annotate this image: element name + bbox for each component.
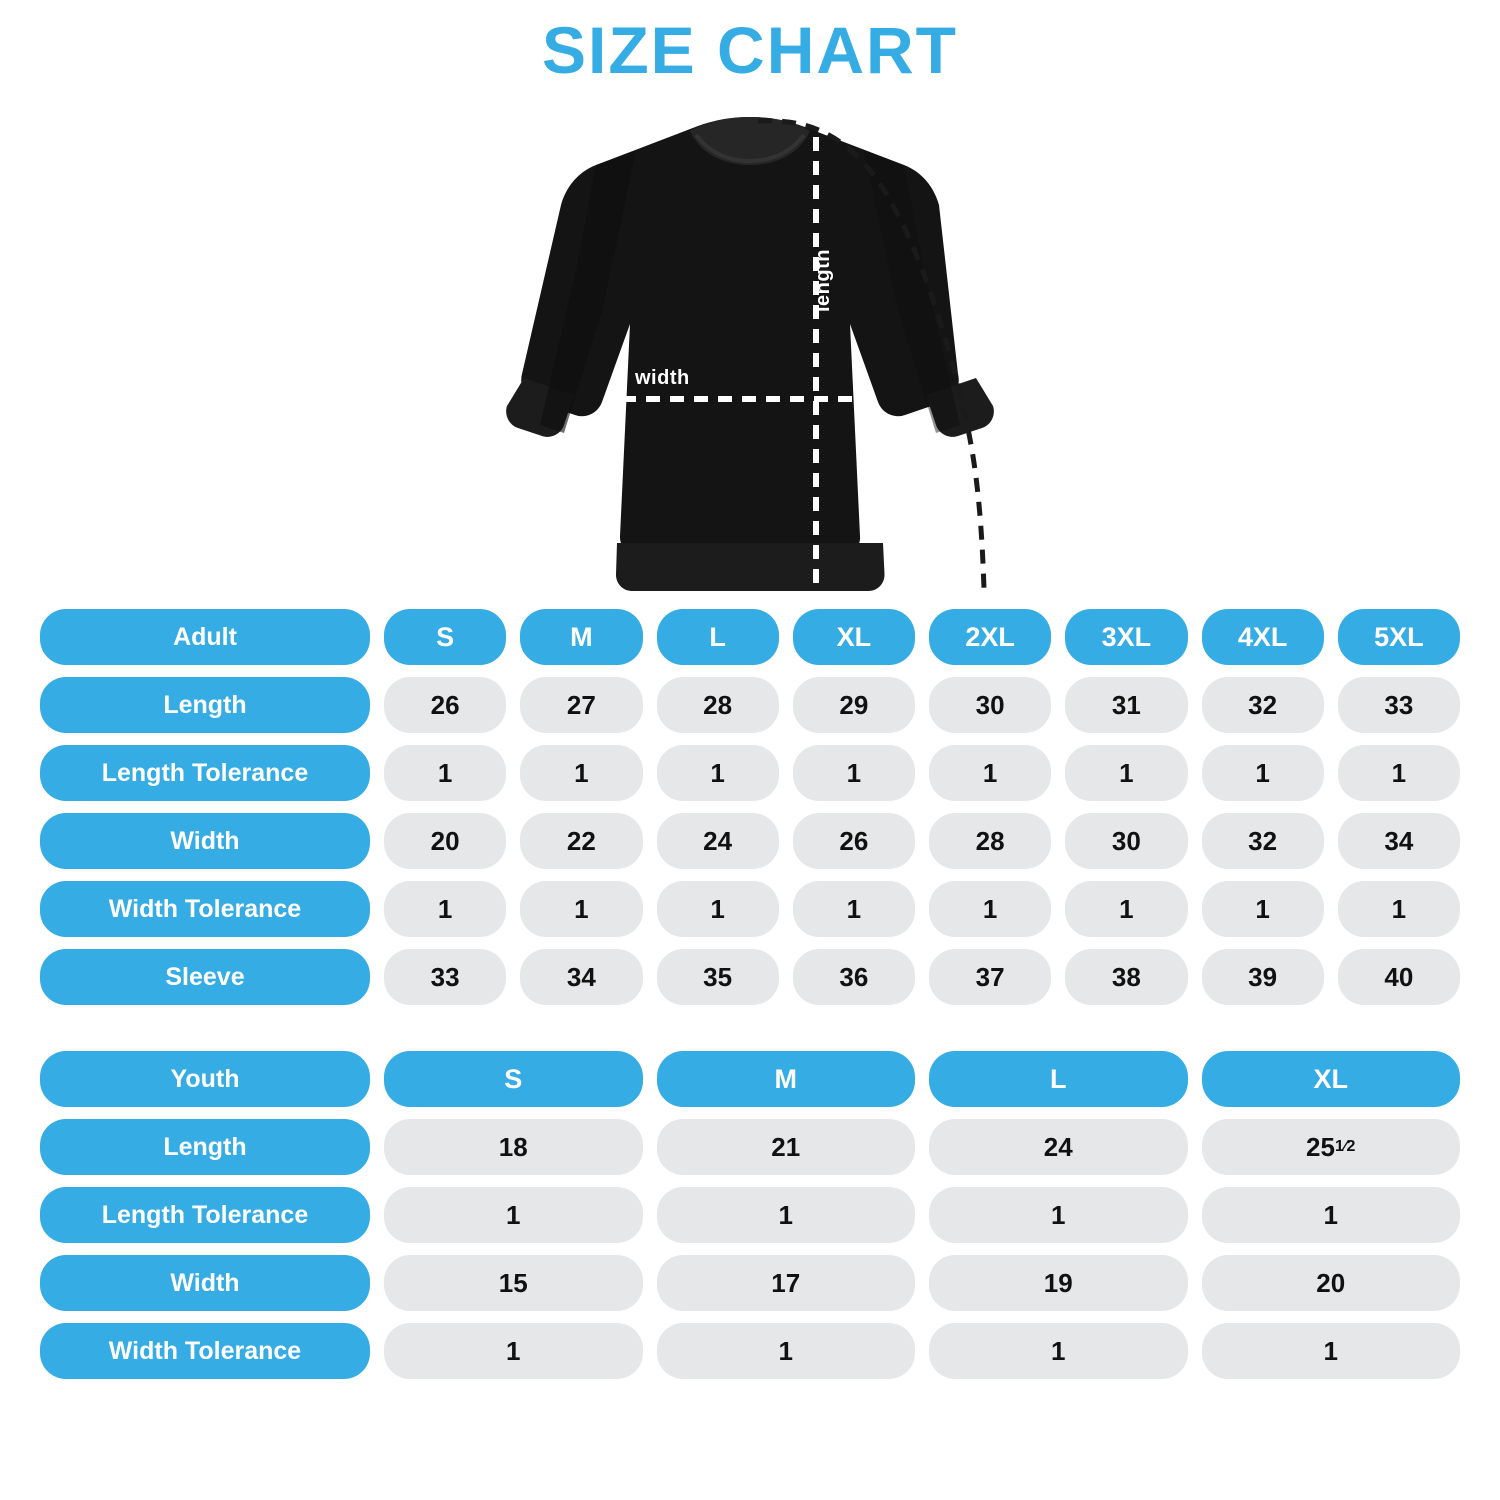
row-label: Sleeve	[40, 949, 370, 1005]
table-cell: 26	[793, 813, 915, 869]
table-cell: 34	[520, 949, 642, 1005]
row-label: Width	[40, 813, 370, 869]
table-cell: 1	[929, 1323, 1188, 1379]
table-cell: 27	[520, 677, 642, 733]
table-cell: 24	[929, 1119, 1188, 1175]
table-cell: 30	[929, 677, 1051, 733]
table-cell: 1	[929, 745, 1051, 801]
table-cell: 1	[1202, 1323, 1461, 1379]
table-cell: 1	[384, 1187, 643, 1243]
table-cell: 37	[929, 949, 1051, 1005]
table-cell: 20	[1202, 1255, 1461, 1311]
sweatshirt-icon	[500, 99, 1000, 599]
row-label: Length	[40, 677, 370, 733]
table-cell: 1	[793, 745, 915, 801]
label-length: length	[812, 249, 834, 313]
column-header: M	[520, 609, 642, 665]
table-cell: 32	[1202, 677, 1324, 733]
table-cell: 25 1⁄2	[1202, 1119, 1461, 1175]
column-header: S	[384, 609, 506, 665]
row-label: Width Tolerance	[40, 881, 370, 937]
table-cell: 1	[384, 881, 506, 937]
table-cell: 1	[1202, 745, 1324, 801]
table-cell: 38	[1065, 949, 1187, 1005]
table-cell: 1	[1065, 745, 1187, 801]
table-row	[40, 813, 1460, 869]
table-row	[40, 1119, 1460, 1175]
table-cell: 19	[929, 1255, 1188, 1311]
table-header-row	[40, 1051, 1460, 1107]
label-width: width	[635, 367, 690, 390]
row-label: Length Tolerance	[40, 1187, 370, 1243]
table-cell: 33	[384, 949, 506, 1005]
table-cell: 24	[657, 813, 779, 869]
column-header: XL	[793, 609, 915, 665]
table-row	[40, 745, 1460, 801]
adult-header-label: Adult	[40, 609, 370, 665]
table-row	[40, 1187, 1460, 1243]
row-label: Width	[40, 1255, 370, 1311]
table-cell: 32	[1202, 813, 1324, 869]
table-cell: 1	[1202, 881, 1324, 937]
column-header: M	[657, 1051, 916, 1107]
table-header-row	[40, 609, 1460, 665]
table-cell: 15	[384, 1255, 643, 1311]
table-cell: 1	[1338, 881, 1460, 937]
table-cell: 1	[1202, 1187, 1461, 1243]
table-cell: 34	[1338, 813, 1460, 869]
table-cell: 17	[657, 1255, 916, 1311]
row-label: Length	[40, 1119, 370, 1175]
table-cell: 1	[657, 881, 779, 937]
label-sleeve: sleeve	[960, 276, 1001, 345]
column-header: 5XL	[1338, 609, 1460, 665]
table-row	[40, 881, 1460, 937]
table-cell: 1	[520, 881, 642, 937]
table-row	[40, 949, 1460, 1005]
table-cell: 29	[793, 677, 915, 733]
column-header: 3XL	[1065, 609, 1187, 665]
table-cell: 28	[929, 813, 1051, 869]
column-header: L	[657, 609, 779, 665]
column-header: S	[384, 1051, 643, 1107]
table-cell: 21	[657, 1119, 916, 1175]
table-cell: 40	[1338, 949, 1460, 1005]
table-cell: 39	[1202, 949, 1324, 1005]
adult-size-table	[0, 609, 1500, 1005]
column-header: L	[929, 1051, 1188, 1107]
table-cell: 1	[657, 1323, 916, 1379]
section-divider	[0, 1017, 1500, 1051]
table-row	[40, 677, 1460, 733]
table-cell: 33	[1338, 677, 1460, 733]
table-cell: 1	[929, 1187, 1188, 1243]
table-cell: 28	[657, 677, 779, 733]
table-cell: 26	[384, 677, 506, 733]
youth-size-table	[0, 1051, 1500, 1379]
table-cell: 20	[384, 813, 506, 869]
table-cell: 1	[1065, 881, 1187, 937]
table-cell: 35	[657, 949, 779, 1005]
table-row	[40, 1323, 1460, 1379]
table-cell: 36	[793, 949, 915, 1005]
table-cell: 18	[384, 1119, 643, 1175]
table-cell: 1	[793, 881, 915, 937]
row-label: Width Tolerance	[40, 1323, 370, 1379]
column-header: XL	[1202, 1051, 1461, 1107]
page-title: SIZE CHART	[542, 13, 958, 87]
table-cell: 1	[657, 745, 779, 801]
table-cell: 30	[1065, 813, 1187, 869]
table-cell: 1	[520, 745, 642, 801]
table-cell: 1	[1338, 745, 1460, 801]
row-label: Length Tolerance	[40, 745, 370, 801]
table-cell: 1	[929, 881, 1051, 937]
table-cell: 1	[384, 745, 506, 801]
table-cell: 1	[657, 1187, 916, 1243]
column-header: 4XL	[1202, 609, 1324, 665]
garment-illustration	[0, 89, 1500, 609]
youth-header-label: Youth	[40, 1051, 370, 1107]
table-row	[40, 1255, 1460, 1311]
table-cell: 1	[384, 1323, 643, 1379]
table-cell: 22	[520, 813, 642, 869]
column-header: 2XL	[929, 609, 1051, 665]
table-cell: 31	[1065, 677, 1187, 733]
